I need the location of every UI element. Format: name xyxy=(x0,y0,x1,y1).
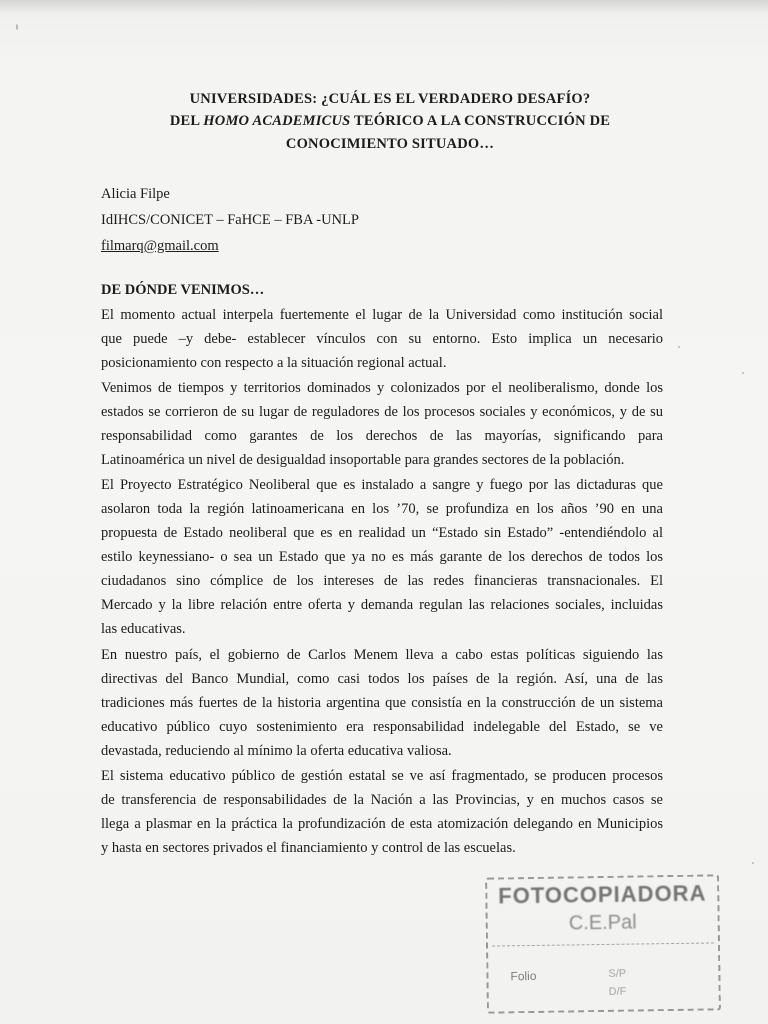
title-line-2-suffix: TEÓRICO A LA CONSTRUCCIÓN DE xyxy=(350,113,611,129)
stamp-divider xyxy=(492,942,714,946)
author-block xyxy=(101,181,359,259)
section-heading: DE DÓNDE VENIMOS… xyxy=(101,282,265,298)
paragraph-line: propuesta de Estado neoliberal que es en realidad un “Estado sin Estado” -entendiéndolo al xyxy=(101,525,663,541)
paragraph-line: En nuestro país, el gobierno de Carlos Menem lleva a cabo estas políticas siguiendo las xyxy=(101,647,663,663)
paragraph-line: Latinoamérica un nivel de desigualdad insoportable para grandes sectores de la población. xyxy=(101,452,625,468)
title-line-3: CONOCIMIENTO SITUADO… xyxy=(285,136,495,152)
author-affiliation: IdIHCS/CONICET – FaHCE – FBA -UNLP xyxy=(101,212,359,228)
stamp-line-a: S/P xyxy=(608,967,627,980)
paragraph-2 xyxy=(101,376,663,472)
paragraph-3 xyxy=(101,473,663,641)
paragraph-line: tradiciones más fuertes de la historia argentina que consistía en la construcción de un sistema xyxy=(101,695,663,711)
paragraph-line: Venimos de tiempos y territorios dominados y colonizados por el neoliberalismo, donde los xyxy=(101,380,663,396)
scan-speck xyxy=(752,862,754,864)
paragraph-line: y hasta en sectores privados el financiamiento y control de las escuelas. xyxy=(101,840,516,856)
title-line-2-italic: HOMO ACADEMICUS xyxy=(203,113,351,129)
paragraph-line: devastada, reduciendo al mínimo la oferta educativa valiosa. xyxy=(101,743,452,759)
paragraph-line: El momento actual interpela fuertemente el lugar de la Universidad como institución social xyxy=(101,307,663,323)
paragraph-line: El Proyecto Estratégico Neoliberal que es instalado a sangre y fuego por las dictaduras que xyxy=(101,477,663,493)
title-line-2-prefix: DEL xyxy=(169,113,204,129)
scan-shadow xyxy=(0,0,768,14)
scan-speck xyxy=(678,346,680,348)
paragraph-line: que puede –y debe- establecer vínculos con su entorno. Esto implica un necesario xyxy=(101,331,663,347)
paragraph-line: educativo público cuyo sostenimiento era responsabilidad indelegable del Estado, se ve xyxy=(101,719,663,735)
paragraph-line: responsabilidad como garantes de los derechos de las mayorías, significando para xyxy=(101,428,663,444)
title-line-2 xyxy=(100,110,680,132)
paragraph-line: las educativas. xyxy=(101,621,186,637)
paragraph-line: de transferencia de responsabilidades de la Nación a las Provincias, y en muchos casos se xyxy=(101,792,663,808)
paragraph-4 xyxy=(101,643,663,763)
stamp-title: FOTOCOPIADORA xyxy=(498,880,707,909)
paragraph-line: llega a plasmar en la práctica la profundización de esta atomización delegando en Municipios xyxy=(101,816,663,832)
stamp-subtitle: C.E.Pal xyxy=(568,911,637,935)
paragraph-line: El sistema educativo público de gestión estatal se ve así fragmentado, se producen procesos xyxy=(101,768,663,784)
author-name: Alicia Filpe xyxy=(101,186,170,202)
scan-speck xyxy=(16,24,18,30)
paragraph-5 xyxy=(101,764,663,860)
paragraph-1 xyxy=(101,303,663,375)
paragraph-line: estados se corrieron de su lugar de reguladores de los procesos sociales y económicos, y de su xyxy=(101,404,663,420)
photocopy-stamp xyxy=(485,874,721,1013)
paragraph-line: estilo keynessiano- o sea un Estado que ya no es más garante de los derechos de todos los xyxy=(101,549,663,565)
title-line-1: UNIVERSIDADES: ¿CUÁL ES EL VERDADERO DESAFÍO? xyxy=(189,91,591,107)
paragraph-line: posicionamiento con respecto a la situación regional actual. xyxy=(101,355,447,371)
paragraph-line: Mercado y la libre relación entre oferta y demanda regulan las relaciones sociales, incluidas xyxy=(101,597,663,613)
stamp-folio-label: Folio xyxy=(510,968,537,984)
paragraph-line: asolaron toda la región latinoamericana en los ’70, se profundiza en los años ’90 en una xyxy=(101,501,663,517)
paragraph-line: ciudadanos sino cómplice de los intereses de las redes financieras transnacionales. El xyxy=(101,573,663,589)
scan-speck xyxy=(742,372,744,374)
author-email-link[interactable]: filmarq@gmail.com xyxy=(101,238,219,254)
paragraph-line: directivas del Banco Mundial, como casi todos los países de la región. Así, una de las xyxy=(101,671,663,687)
stamp-line-b: D/F xyxy=(608,985,627,998)
